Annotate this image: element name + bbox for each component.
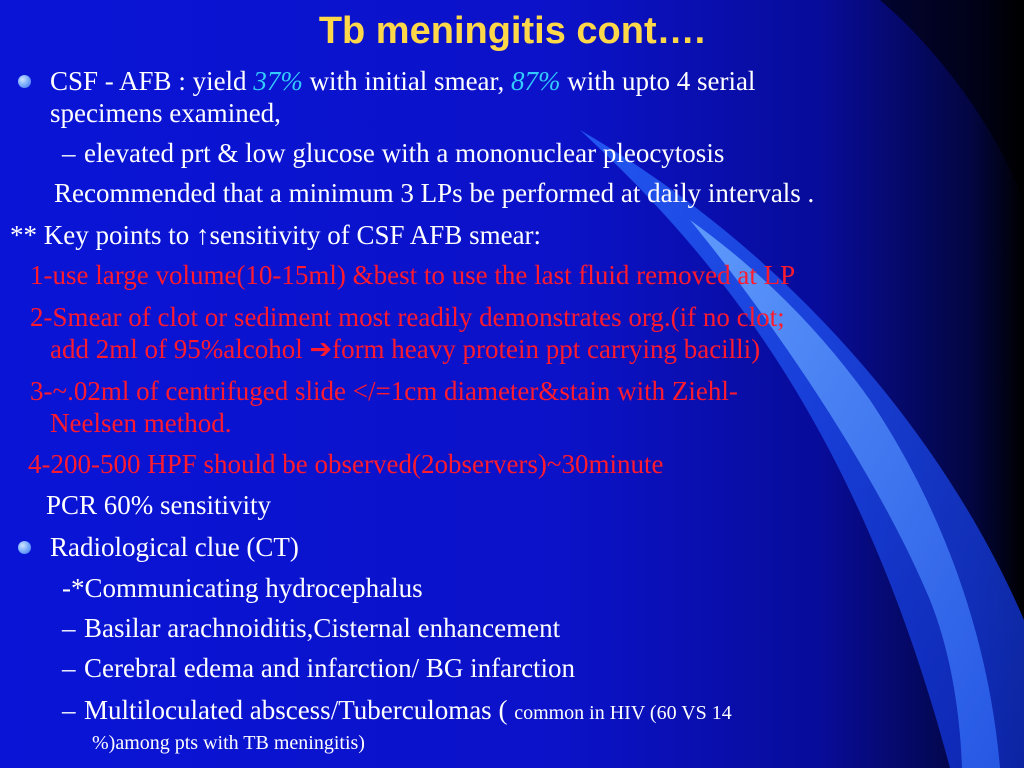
key-point-2-cont: [50, 334, 760, 365]
key-points-text-post: sensitivity of CSF AFB smear:: [209, 220, 542, 250]
radiology-item-text: Multiloculated abscess/Tuberculomas (: [84, 695, 515, 725]
dash-marker: –: [62, 138, 76, 168]
bullet-icon: [18, 75, 31, 88]
key-point-3-cont: Neelsen method.: [50, 408, 232, 438]
key-points-heading: [10, 220, 541, 251]
bullet-icon: [18, 541, 31, 554]
slide-title: Tb meningitis cont….: [318, 10, 706, 52]
dash-marker: –: [62, 695, 76, 725]
right-arrow-icon: ➔: [309, 334, 333, 364]
radiology-item-note: common in HIV (60 VS 14: [514, 702, 732, 724]
csf-afb-line-cont: specimens examined,: [50, 98, 281, 128]
radiology-item-edema: [62, 653, 575, 684]
radiology-item-abscess: [62, 695, 732, 729]
yield-percent-serial: 87%: [510, 66, 561, 96]
radiology-item-text: Basilar arachnoiditis,Cisternal enhancement: [84, 613, 561, 643]
yield-percent-initial: 37%: [253, 66, 303, 96]
key-points-text: ** Key points to: [10, 220, 196, 250]
radiology-item-abscess-cont: %)among pts with TB meningitis): [92, 732, 365, 754]
radiological-clue-heading: Radiological clue (CT): [50, 532, 299, 562]
recommendation-line: Recommended that a minimum 3 LPs be performed at daily intervals .: [54, 178, 815, 208]
key-point-2: 2-Smear of clot or sediment most readily demonstrates org.(if no clot;: [30, 302, 785, 332]
key-point-4: 4-200-500 HPF should be observed(2observers)~30minute: [28, 449, 664, 479]
csf-afb-text: CSF - AFB : yield: [50, 66, 254, 96]
radiology-item-text: Cerebral edema and infarction/ BG infarction: [84, 653, 576, 683]
csf-afb-text-post: with upto 4 serial: [560, 66, 756, 96]
sub-item-csf-findings: [62, 138, 724, 169]
key-point-3: 3-~.02ml of centrifuged slide </=1cm diameter&stain with Ziehl-: [30, 376, 738, 406]
key-point-2-text: add 2ml of 95%alcohol: [50, 334, 310, 364]
sub-item-text: elevated prt & low glucose with a mononuclear pleocytosis: [84, 138, 725, 168]
key-point-2-text-post: form heavy protein ppt carrying bacilli): [332, 334, 761, 364]
up-arrow-icon: ↑: [196, 220, 210, 250]
pcr-sensitivity: PCR 60% sensitivity: [46, 490, 272, 520]
radiology-item-hydrocephalus: -*Communicating hydrocephalus: [62, 573, 423, 603]
dash-marker: –: [62, 613, 76, 643]
radiology-item-arachnoiditis: [62, 613, 560, 644]
dash-marker: –: [62, 653, 76, 683]
csf-afb-line: [50, 66, 755, 97]
key-point-1: 1-use large volume(10-15ml) &best to use the last fluid removed at LP: [30, 260, 796, 290]
csf-afb-text-mid: with initial smear,: [302, 66, 511, 96]
